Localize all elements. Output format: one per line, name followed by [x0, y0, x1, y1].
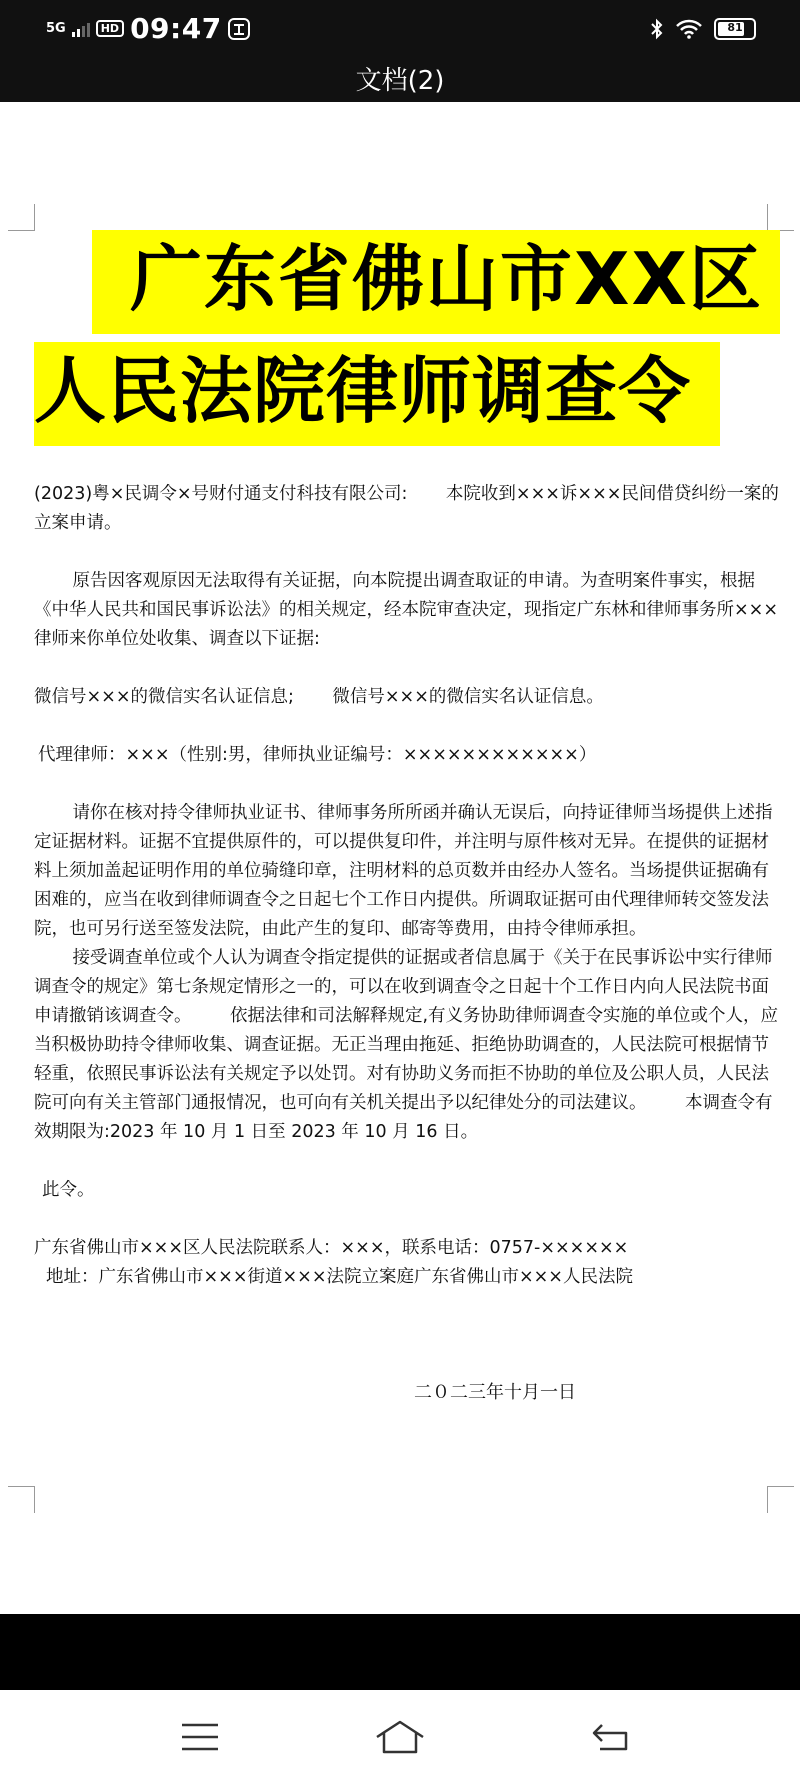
hd-badge: HD: [96, 20, 124, 37]
app-notification-icon: [228, 18, 250, 40]
document-heading-line2: 人民法院律师调查令: [34, 342, 720, 446]
case-number-line: (2023)粤×民调令×号财付通支付科技有限公司:: [34, 484, 408, 504]
status-bar: [0, 0, 800, 60]
paragraph-lawyer: 代理律师：×××（性别:男，律师执业证编号：××××××××××××）: [38, 745, 597, 765]
document-body: [34, 480, 780, 1292]
paragraph-evidence: [34, 683, 780, 712]
validity-text: 本调查令有效期限为:2023 年 10 月 1 日至 2023 年 10 月 16 日。: [34, 1093, 773, 1142]
evidence-item-1: 微信号×××的微信实名认证信息;: [34, 687, 294, 707]
revocation-text: 接受调查单位或个人认为调查令指定提供的证据或者信息属于《关于在民事诉讼中实行律师调查令的规定》第七条规定情形之一的，可以在收到调查令之日起十个工作日内向人民法院书面申请撤销该调查令。: [34, 948, 773, 1026]
nav-back-button[interactable]: [550, 1690, 670, 1784]
paragraph-instructions: 请你在核对持令律师执业证书、律师事务所所函并确认无误后，向持证律师当场提供上述指定证据材料。证据不宜提供原件的，可以提供复印件，并注明与原件核对无异。在提供的证据材料上须加盖起证明作用的单位骑缝印章，注明材料的总页数并由经办人签名。当场提供证据确有困难的，应当在收到律师调查令之日起七个工作日内提供。所调取证据可由代理律师转交签发法院，也可另行送至签发法院，由此产生的复印、邮寄等费用，由持令律师承担。: [34, 803, 773, 939]
paragraph-revocation: [34, 944, 780, 1147]
bluetooth-icon: [650, 18, 664, 40]
document-heading-line1: 广东省佛山市XX区: [92, 230, 780, 334]
battery-icon: [714, 18, 756, 40]
nav-menu-button[interactable]: [140, 1690, 260, 1784]
document-title-bar: [0, 60, 800, 102]
paragraph-case: [34, 480, 780, 538]
case-received-line: 本院收到×××诉×××民间借贷纠纷一案的立案申请。: [34, 484, 779, 533]
paragraph-contact: 广东省佛山市×××区人民法院联系人：×××，联系电话：0757-××××××: [34, 1238, 629, 1258]
paragraph-request: 原告因客观原因无法取得有关证据，向本院提出调查取证的申请。为查明案件事实，根据《中华人民共和国民事诉讼法》的相关规定，经本院审查决定，现指定广东林和律师事务所×××律师来你单位处收集、调查以下证据:: [34, 571, 778, 649]
document-tab-title: 文档(2): [355, 66, 445, 96]
menu-icon: [180, 1722, 220, 1752]
network-type: 5G: [46, 20, 66, 36]
system-nav-bar: [0, 1690, 800, 1784]
clock: 09:47: [130, 12, 222, 45]
nav-home-button[interactable]: [340, 1690, 460, 1784]
paragraph-address: 地址：广东省佛山市×××街道×××法院立案庭广东省佛山市×××人民法院: [46, 1267, 633, 1287]
signal-icon: [72, 21, 90, 37]
wifi-icon: [676, 19, 702, 39]
page-corner-mark: [767, 204, 794, 231]
page-corner-mark: [8, 1486, 35, 1513]
paragraph-order: 此令。: [42, 1180, 95, 1200]
page-corner-mark: [8, 204, 35, 231]
battery-level: 81: [727, 21, 743, 34]
home-icon: [374, 1719, 426, 1755]
back-icon: [590, 1721, 630, 1753]
obligation-text: 依据法律和司法解释规定,有义务协助律师调查令实施的单位或个人，应当积极协助持令律师收集、调查证据。无正当理由拖延、拒绝协助调查的，人民法院可根据情节轻重，依照民事诉讼法有关规定予以处罚。对有协助义务而拒不协助的单位及公职人员，人民法院可向有关主管部门通报情况，也可向有关机关提出予以纪律处分的司法建议。: [34, 1006, 779, 1113]
document-date: 二０二三年十月一日: [414, 1382, 576, 1403]
evidence-item-2: 微信号×××的微信实名认证信息。: [332, 687, 604, 707]
page-corner-mark: [767, 1486, 794, 1513]
